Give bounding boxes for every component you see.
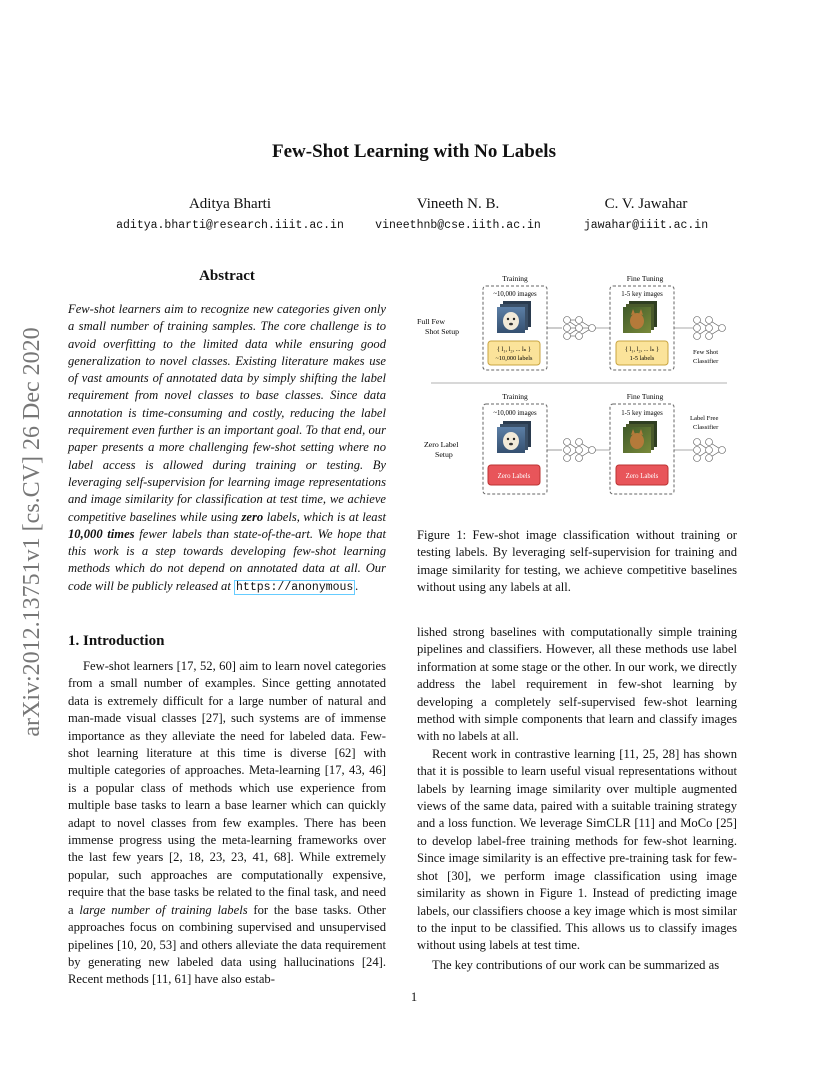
row2-network-icon	[547, 439, 610, 462]
row2-classifier-label-b: Classifier	[693, 424, 719, 431]
cat-image-stack	[623, 301, 657, 333]
arxiv-identifier: arXiv:2012.13751v1 [cs.CV] 26 Dec 2020	[19, 327, 45, 737]
intro-paragraph-1: Few-shot learners [17, 52, 60] aim to learn novel categories from a small number of examples. Since getting annotated data is extremely difficult for a large number of natural and man-made visual classes [27], such systems are of immense importance as they alleviate the need for labeled data. Few-shot learning literature at this time is diverse [62] with multiple categories of approaches. Meta-learning [17, 43, 46] is a popular class of methods which use experience from multiple base tasks to learn a base learner which can quickly adapt to novel classes from few examples. There has been immense progress using the meta-learning frameworks over the last few years [2, 18, 23, 23, 41, 68]. While extremely popular, such approaches are computationally expensive, require that the base tasks be related to the final task, and need a large number of training labels for the base tasks. Other approaches focus on combining supervised and unsupervised pipelines [10, 20, 53] and others alleviate the data requirement by generating new labeled data using hallucinations [24]. Recent methods [11, 61] have also estab-	[68, 659, 387, 987]
row1-setup-label-b: Shot Setup	[425, 327, 460, 336]
row1-classifier-label-a: Few Shot	[693, 349, 719, 356]
italic-phrase: large number of training labels	[79, 902, 248, 917]
figure-1-caption: Figure 1: Few-shot image classification without training or testing labels. By leveraging self-supervision for training and image similarity for testing, we achieve competitive baselines without using any labels at all.	[417, 528, 737, 595]
row1-classifier-label-b: Classifier	[693, 358, 719, 365]
intro-right-column	[417, 624, 737, 974]
cat-image-stack-2	[623, 421, 657, 453]
row2-images-count: ~10,000 images	[493, 410, 537, 417]
row1-finetuning-label: Fine Tuning	[626, 274, 664, 283]
author-email-2: vineethnb@cse.iith.ac.in	[375, 219, 541, 232]
intro-paragraph-2: lished strong baselines with computationally simple training pipelines and classifiers. However, all these methods use label information at some stage or the other. In our work, we directly address the label requirement in few-shot learning by developing a completely self-supervised few-shot learning method with simple components that learn and classify images with no labels at all.	[417, 625, 737, 744]
author-name-1: Aditya Bharti	[188, 196, 272, 212]
row2-ft-zero-labels: Zero Labels	[625, 473, 659, 480]
paper-title: Few-Shot Learning with No Labels	[272, 141, 556, 162]
bold-10000: 10,000 times	[68, 526, 135, 541]
row2-key-images: 1-5 key images	[621, 410, 663, 417]
dog-image-stack	[497, 301, 531, 333]
code-url-link[interactable]: https://anonymous	[236, 580, 354, 594]
row1-classifier-network-icon	[674, 317, 726, 340]
page-number: 1	[410, 990, 418, 1004]
row1-label-set: { l₁, l₂, ... lₙ }	[496, 346, 532, 353]
row2-finetuning-label: Fine Tuning	[626, 392, 664, 401]
dog-image-stack-2	[497, 421, 531, 453]
abstract-heading: Abstract	[199, 268, 255, 284]
figure-1-diagram	[417, 272, 737, 500]
intro-paragraph-3: Recent work in contrastive learning [11, 25, 28] has shown that it is possible to learn useful visual representations without labels by learning image similarity over multiple augmented views of the same data, paired with a suitable training strategy and a loss function. We leverage SimCLR [11] and MoCo [25] to develop label-free training methods for few-shot learning. Since image similarity is an effective pre-training task for few-shot [30], we perform image classification using image similarity as shown in Figure 1. Instead of predicting image labels, our classifiers choose a key image which is most similar to the input to be classified. This allows us to classify images without using labels at test time.	[417, 746, 737, 953]
row1-network-icon	[547, 317, 610, 340]
author-name-2: Vineeth N. B.	[416, 196, 500, 212]
intro-left-column	[68, 658, 386, 989]
intro-paragraph-4: The key contributions of our work can be summarized as	[432, 957, 720, 972]
row1-ft-labels-count: 1-5 labels	[629, 355, 655, 362]
row1-key-images: 1-5 key images	[621, 291, 663, 298]
bold-zero: zero	[241, 509, 264, 524]
author-email-1: aditya.bharti@research.iiit.ac.in	[116, 219, 344, 232]
row2-classifier-label-a: Label Free	[690, 415, 719, 422]
author-email-3: jawahar@iiit.ac.in	[583, 219, 709, 232]
row1-images-count: ~10,000 images	[493, 291, 537, 298]
row1-labels-count: ~10,000 labels	[495, 355, 533, 362]
introduction-heading: 1. Introduction	[68, 633, 165, 649]
row2-classifier-network-icon	[674, 439, 726, 462]
row2-setup-label-b: Setup	[435, 450, 453, 459]
author-name-3: C. V. Jawahar	[604, 196, 688, 212]
row2-zero-labels: Zero Labels	[497, 473, 531, 480]
row2-training-label: Training	[502, 392, 528, 401]
row2-setup-label-a: Zero Label	[424, 440, 459, 449]
row1-training-label: Training	[502, 274, 528, 283]
row1-setup-label-a: Full Few	[417, 317, 445, 326]
row1-ft-label-set: { l₁, l₂, ... lₙ }	[624, 346, 660, 353]
abstract-text: Few-shot learners aim to recognize new categories given only a small number of training samples. The core challenge is to avoid overfitting to the limited data while ensuring good generalization to novel classes. Existing literature makes use of vast amounts of annotated data by simply shifting the label requirement from novel classes to base classes. Since data annotation is time-consuming and costly, reducing the label requirement even further is an important goal. To that end, our paper presents a more challenging few-shot setting where no label access is allowed during training or testing. By leveraging self-supervision for learning image representations and image similarity for classification at test time, we achieve competitive baselines while using zero labels, which is at least 10,000 times fewer labels than state-of-the-art. We hope that this work is a step towards developing few-shot learning methods which do not depend on annotated data at all. Our code will be publicly released at https://anonymous .	[68, 302, 386, 594]
